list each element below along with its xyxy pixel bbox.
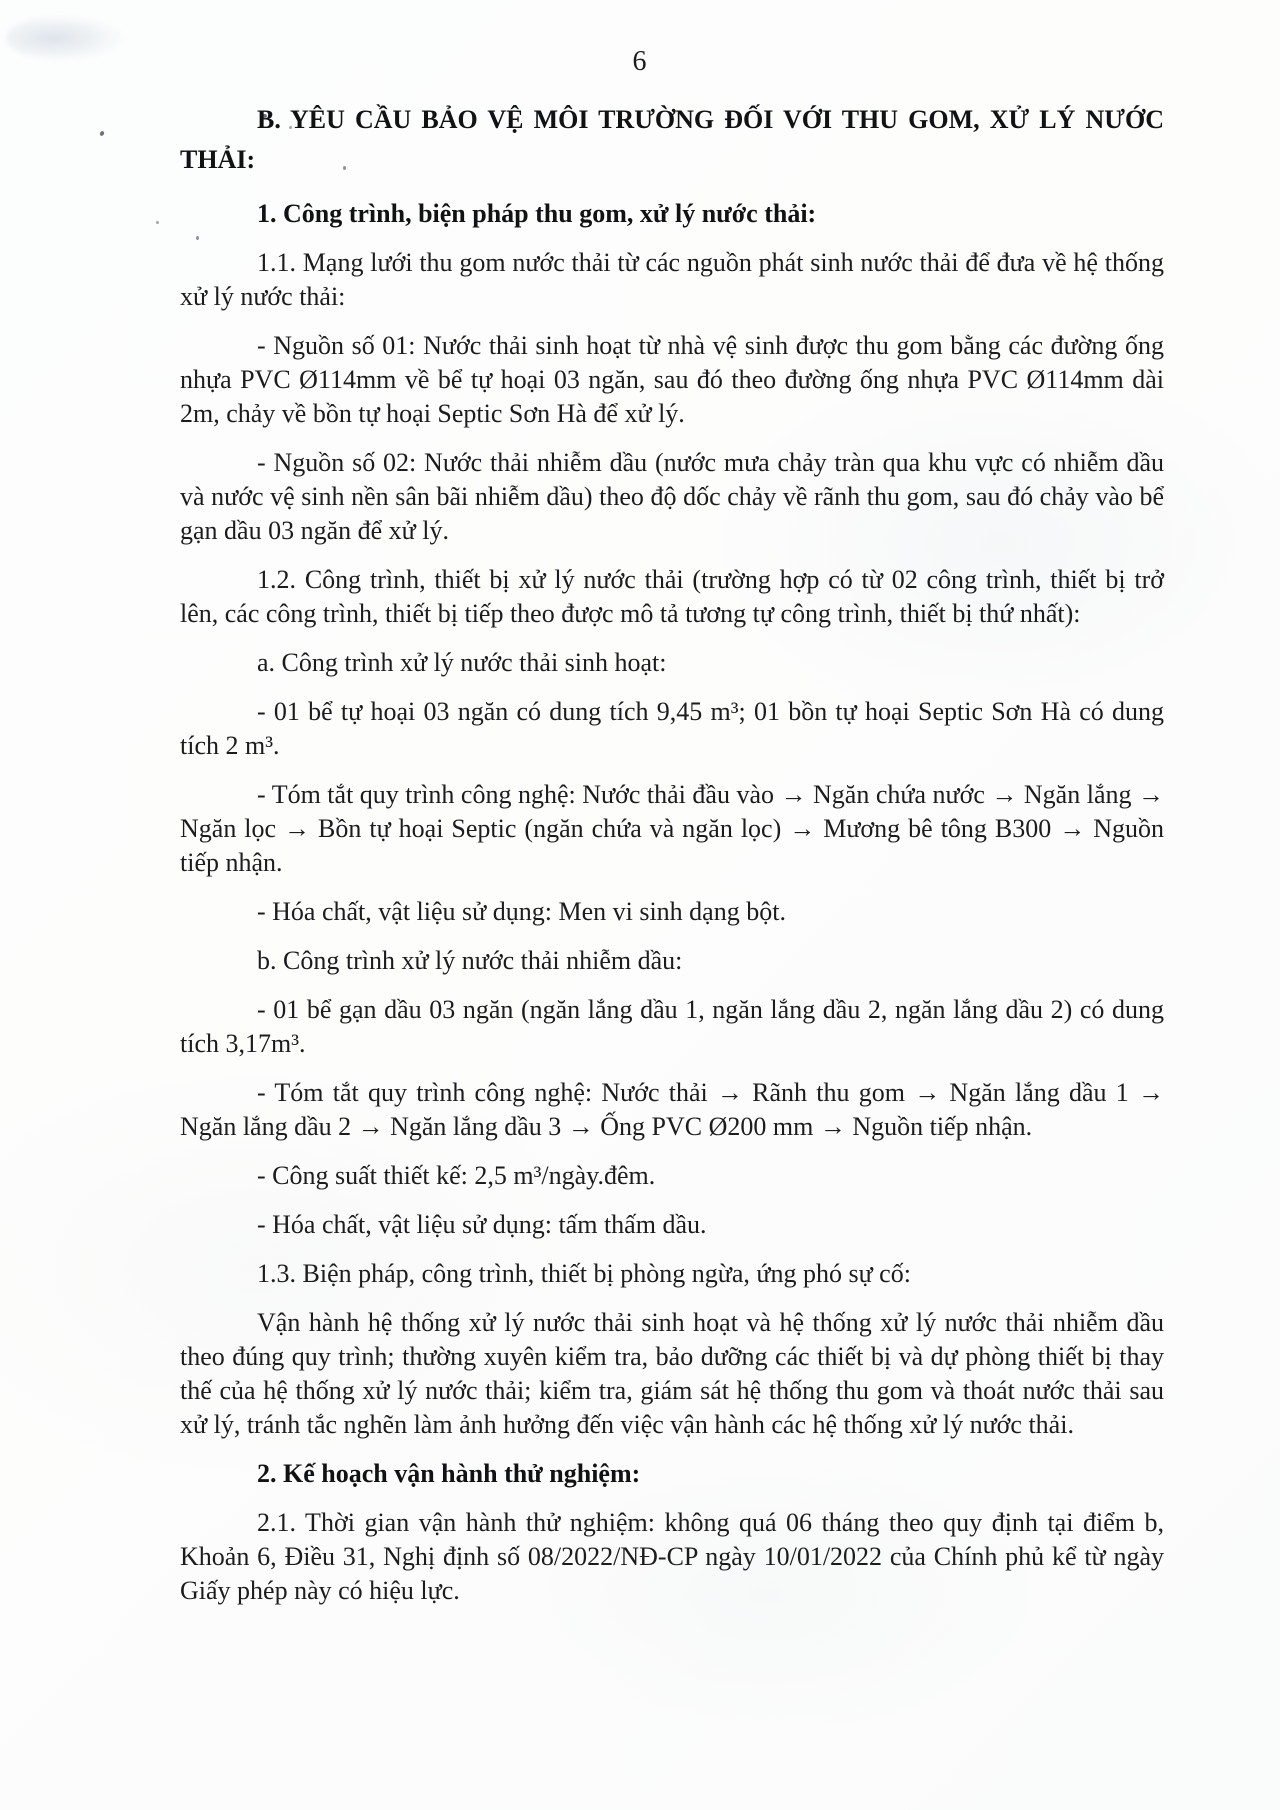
item-a-process-flow: - Tóm tắt quy trình công nghệ: Nước thải đầu vào → Ngăn chứa nước → Ngăn lắng → Ngăn lọc → Bồn tự hoại Septic (ngăn chứa và ngăn lọc) → Mương bê tông B300 → Nguồn tiếp nhận. bbox=[180, 780, 1164, 877]
item-a-heading: a. Công trình xử lý nước thải sinh hoạt: bbox=[257, 648, 667, 677]
paragraph-1-1: 1.1. Mạng lưới thu gom nước thải từ các nguồn phát sinh nước thải để đưa về hệ thống xử lý nước thải: bbox=[180, 248, 1164, 311]
item-b-chemicals: - Hóa chất, vật liệu sử dụng: tấm thấm dầu. bbox=[257, 1210, 707, 1239]
item-a-capacity: - 01 bể tự hoại 03 ngăn có dung tích 9,45 m³; 01 bồn tự hoại Septic Sơn Hà có dung tích 2 m³. bbox=[180, 697, 1164, 760]
paragraph-1-3: 1.3. Biện pháp, công trình, thiết bị phòng ngừa, ứng phó sự cố: bbox=[257, 1259, 911, 1288]
item-b-capacity: - 01 bể gạn dầu 03 ngăn (ngăn lắng dầu 1, ngăn lắng dầu 2, ngăn lắng dầu 2) có dung tích 3,17m³. bbox=[180, 995, 1164, 1058]
document-content bbox=[180, 100, 1164, 1623]
section-b-heading: B. YÊU CẦU BẢO VỆ MÔI TRƯỜNG ĐỐI VỚI THU GOM, XỬ LÝ NƯỚC THẢI: bbox=[180, 105, 1164, 174]
paragraph-1-2: 1.2. Công trình, thiết bị xử lý nước thải (trường hợp có từ 02 công trình, thiết bị trở lên, các công trình, thiết bị tiếp theo được mô tả tương tự công trình, thiết bị thứ nhất): bbox=[180, 565, 1164, 628]
list-item-nguon-01: - Nguồn số 01: Nước thải sinh hoạt từ nhà vệ sinh được thu gom bằng các đường ống nhựa PVC Ø114mm về bể tự hoại 03 ngăn, sau đó theo đường ống nhựa PVC Ø114mm dài 2m, chảy về bồn tự hoại Septic Sơn Hà để xử lý. bbox=[180, 331, 1164, 428]
paragraph-2-1: 2.1. Thời gian vận hành thử nghiệm: không quá 06 tháng theo quy định tại điểm b, Khoản 6, Điều 31, Nghị định số 08/2022/NĐ-CP ngày 10/01/2022 của Chính phủ kể từ ngày Giấy phép này có hiệu lực. bbox=[180, 1508, 1164, 1605]
paragraph-van-hanh: Vận hành hệ thống xử lý nước thải sinh hoạt và hệ thống xử lý nước thải nhiễm dầu theo đúng quy trình; thường xuyên kiểm tra, bảo dưỡng các thiết bị và dự phòng thiết bị thay thế của hệ thống xử lý nước thải; kiểm tra, giám sát hệ thống thu gom và thoát nước thải sau xử lý, tránh tắc nghẽn làm ảnh hưởng đến việc vận hành các hệ thống xử lý nước thải. bbox=[180, 1308, 1164, 1439]
list-item-nguon-02: - Nguồn số 02: Nước thải nhiễm dầu (nước mưa chảy tràn qua khu vực có nhiễm dầu và nước vệ sinh nền sân bãi nhiễm dầu) theo độ dốc chảy về rãnh thu gom, sau đó chảy vào bể gạn dầu 03 ngăn để xử lý. bbox=[180, 448, 1164, 545]
item-b-process-flow: - Tóm tắt quy trình công nghệ: Nước thải → Rãnh thu gom → Ngăn lắng dầu 1 → Ngăn lắng dầu 2 → Ngăn lắng dầu 3 → Ống PVC Ø200 mm → Nguồn tiếp nhận. bbox=[180, 1078, 1164, 1141]
heading-ke-hoach: 2. Kế hoạch vận hành thử nghiệm: bbox=[257, 1459, 641, 1488]
page-number: 6 bbox=[632, 46, 648, 77]
heading-thu-gom: 1. Công trình, biện pháp thu gom, xử lý nước thải: bbox=[257, 199, 817, 228]
item-b-heading: b. Công trình xử lý nước thải nhiễm dầu: bbox=[257, 946, 683, 975]
item-b-design-capacity: - Công suất thiết kế: 2,5 m³/ngày.đêm. bbox=[257, 1161, 656, 1190]
item-a-chemicals: - Hóa chất, vật liệu sử dụng: Men vi sinh dạng bột. bbox=[257, 897, 786, 926]
scan-speck bbox=[156, 221, 159, 224]
scan-speck bbox=[99, 130, 105, 136]
